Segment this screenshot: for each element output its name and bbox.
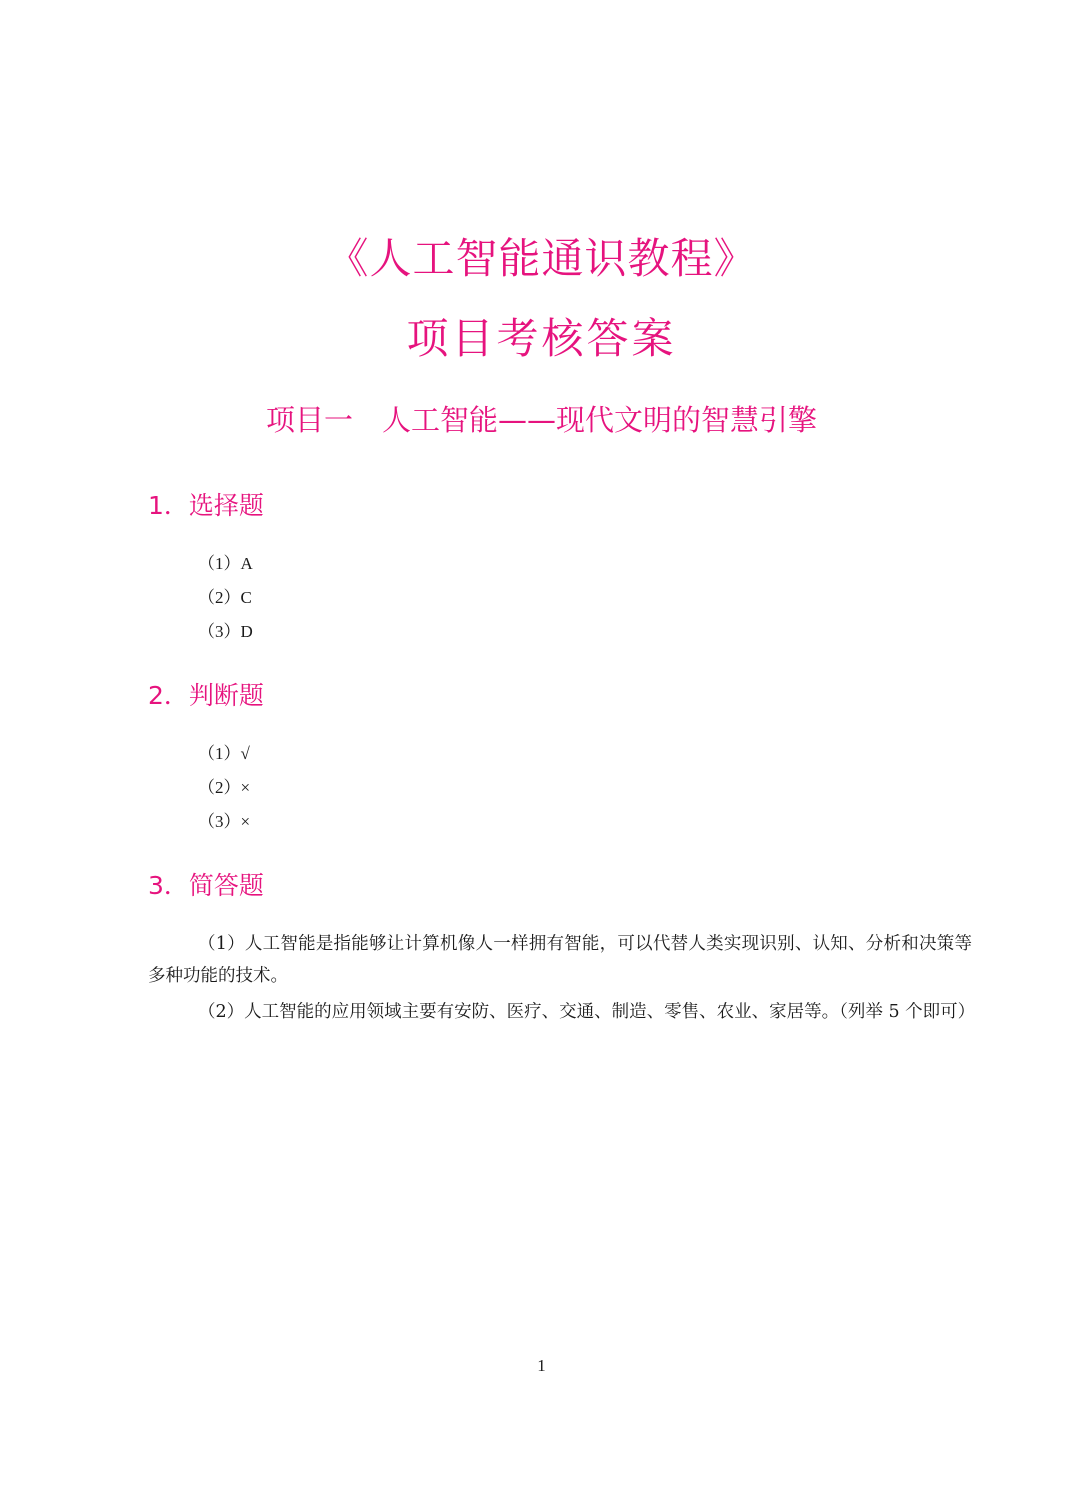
section-heading-choice: 1．选择题 — [148, 491, 264, 520]
page-number: 1 — [537, 1356, 546, 1375]
list-item: （3）× — [198, 812, 251, 831]
short-answer-paragraph-1: （1）人工智能是指能够让计算机像人一样拥有智能，可以代替人类实现识别、认知、分析和决策等多种功能的技术。 — [148, 934, 972, 986]
section-heading-short-answer: 3．简答题 — [148, 871, 264, 900]
document-title: 《人工智能通识教程》 — [326, 234, 757, 283]
choice-answer-list — [198, 547, 253, 649]
judgment-answer-list — [198, 737, 250, 839]
list-item: （1）√ — [198, 744, 250, 763]
list-item: （3）D — [198, 622, 253, 641]
list-item: （2）C — [198, 588, 252, 607]
section-heading-judgment: 2．判断题 — [148, 681, 264, 710]
list-item: （1）A — [198, 554, 253, 573]
list-item: （2）× — [198, 778, 251, 797]
short-answer-paragraph-2: （2）人工智能的应用领域主要有安防、医疗、交通、制造、零售、农业、家居等。（列举 5 个即可） — [198, 1002, 976, 1022]
document-subtitle: 项目考核答案 — [406, 314, 677, 363]
project-title: 项目一 人工智能——现代文明的智慧引擎 — [265, 403, 817, 437]
